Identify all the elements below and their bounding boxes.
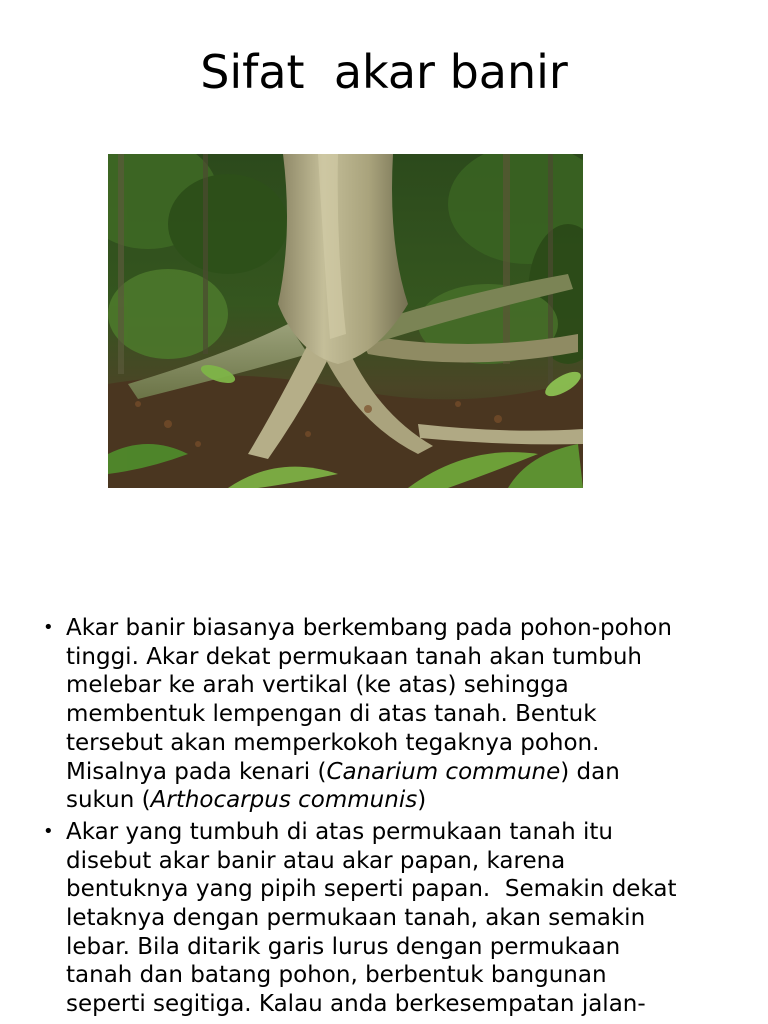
bullet-list <box>40 614 730 1022</box>
species-name: Canarium commune <box>326 758 561 785</box>
bullet-line <box>66 671 730 700</box>
bullet-line <box>66 758 730 787</box>
bullet-line <box>66 933 730 962</box>
bullet-line <box>66 786 730 815</box>
text-segment: tersebut akan memperkokoh tegaknya pohon. <box>66 729 600 756</box>
text-segment: Akar yang tumbuh di atas permukaan tanah itu <box>66 818 614 845</box>
bullet-line <box>66 729 730 758</box>
text-segment: lebar. Bila ditarik garis lurus dengan permukaan <box>66 933 621 960</box>
text-segment: ) dan <box>560 758 620 785</box>
bullet-item <box>40 614 730 815</box>
bullet-line <box>66 643 730 672</box>
text-segment: ) <box>417 787 427 814</box>
bullet-dot: • <box>43 617 54 638</box>
bullet-item <box>40 818 730 1019</box>
text-segment: melebar ke arah vertikal (ke atas) sehingga <box>66 672 569 699</box>
bullet-line <box>66 990 730 1019</box>
bullet-line <box>66 875 730 904</box>
bullet-line <box>66 700 730 729</box>
bullet-dot: • <box>43 820 54 842</box>
bullet-line <box>66 614 730 643</box>
buttress-root-tree-photo <box>108 154 583 488</box>
text-segment: membentuk lempengan di atas tanah. Bentuk <box>66 701 597 728</box>
bullet-line <box>66 818 730 847</box>
text-segment: disebut akar banir atau akar papan, karena <box>66 847 566 874</box>
bullet-line <box>66 847 730 876</box>
species-name: Arthocarpus communis <box>150 787 418 814</box>
text-segment: Misalnya pada kenari ( <box>66 758 327 785</box>
text-segment: bentuknya yang pipih seperti papan. Semakin dekat <box>66 876 677 903</box>
text-segment: Akar banir biasanya berkembang pada pohon-pohon <box>66 615 672 641</box>
text-segment: seperti segitiga. Kalau anda berkesempatan jalan- <box>66 991 646 1018</box>
text-segment: tanah dan batang pohon, berbentuk bangunan <box>66 962 607 989</box>
text-segment: letaknya dengan permukaan tanah, akan semakin <box>66 905 646 932</box>
text-segment: sukun ( <box>66 787 151 814</box>
text-segment: tinggi. Akar dekat permukaan tanah akan tumbuh <box>66 643 642 670</box>
bullet-line <box>66 961 730 990</box>
slide-title: Sifat akar banir <box>200 45 568 99</box>
bullet-line <box>66 904 730 933</box>
